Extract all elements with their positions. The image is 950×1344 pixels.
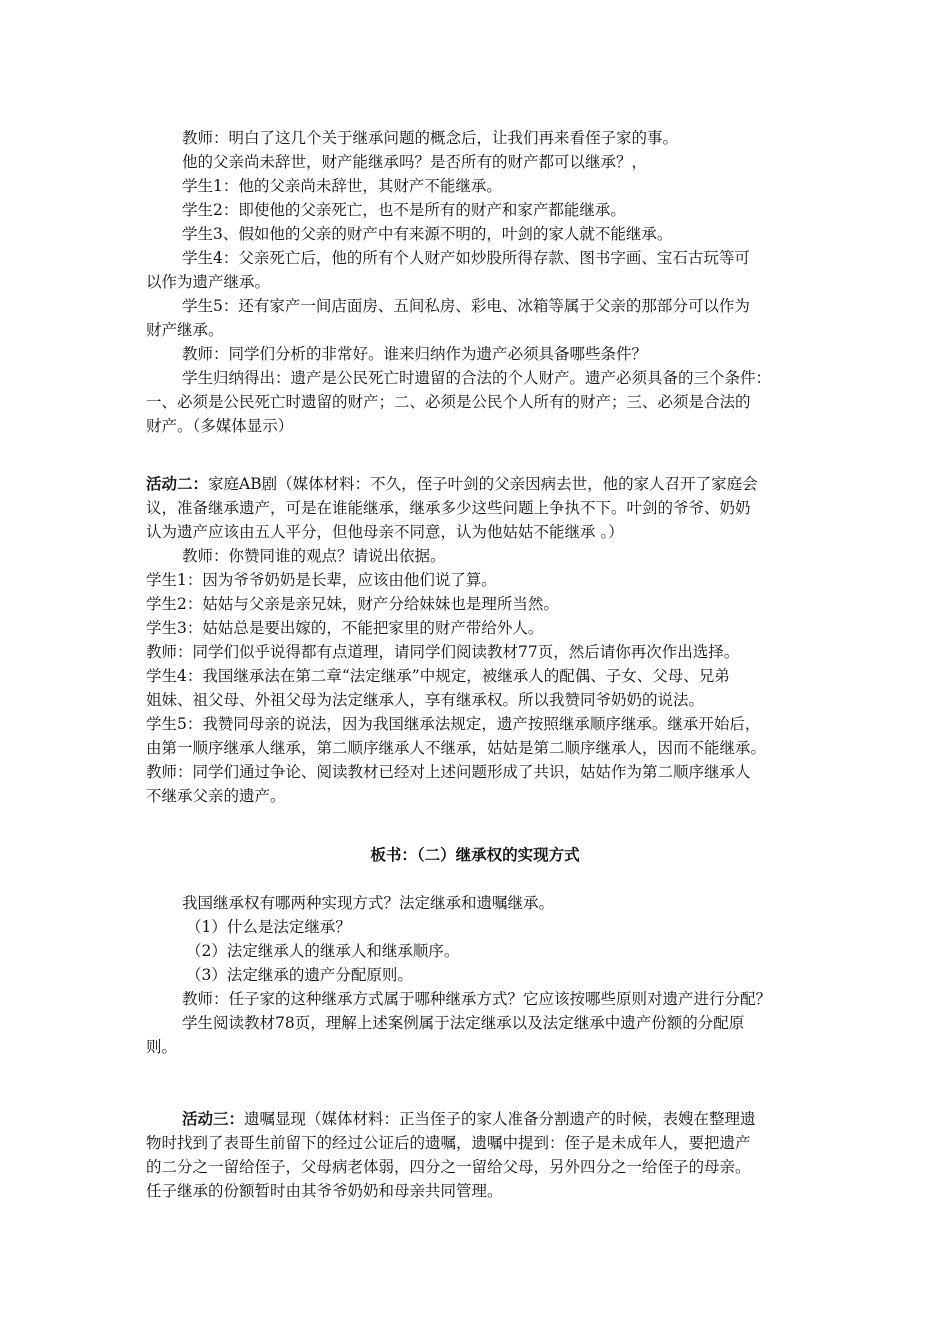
paragraph-line: 教师：任子家的这种继承方式属于哪种继承方式？它应该按哪些原则对遗产进行分配？ <box>182 990 772 1008</box>
paragraph-line: 教师：你赞同谁的观点？请说出依据。 <box>182 547 446 565</box>
paragraph-line: 学生3：姑姑总是要出嫁的，不能把家里的财产带给外人。 <box>146 619 544 637</box>
section-activity-three <box>146 1107 810 1203</box>
paragraph-line: 教师：明白了这几个关于继承问题的概念后，让我们再来看侄子家的事。 <box>182 129 679 147</box>
paragraph-line: 学生4：我国继承法在第二章“法定继承”中规定，被继承人的配偶、子女、父母、兄弟 <box>146 667 730 685</box>
list-item: （3）法定继承的遗产分配原则。 <box>186 966 413 984</box>
list-item: （2）法定继承人的继承人和继承顺序。 <box>186 942 460 960</box>
activity-two-text: 家庭AB剧（媒体材料：不久，侄子叶剑的父亲因病去世，他的家人召开了家庭会 <box>208 475 758 493</box>
paragraph-line: 学生1：因为爷爷奶奶是长辈，应该由他们说了算。 <box>146 571 497 589</box>
paragraph-line: 学生1：他的父亲尚未辞世，其财产不能继承。 <box>182 177 502 195</box>
paragraph-line: 以作为遗产继承。 <box>146 273 271 291</box>
paragraph-line: 财产继承。 <box>146 321 224 339</box>
paragraph-line: 教师：同学们分析的非常好。谁来归纳作为遗产必须具备哪些条件？ <box>182 345 648 363</box>
paragraph-line: 物时找到了表哥生前留下的经过公证后的遗嘱，遗嘱中提到：侄子是未成年人，要把遗产 <box>146 1134 751 1152</box>
paragraph-line: 任子继承的份额暂时由其爷爷奶奶和母亲共同管理。 <box>146 1182 503 1200</box>
paragraph-line: 姐妹、祖父母、外祖父母为法定继承人，享有继承权。所以我赞同爷奶奶的说法。 <box>146 691 705 709</box>
paragraph-line: 我国继承权有哪两种实现方式？法定继承和遗嘱继承。 <box>182 894 555 912</box>
paragraph-line: 一、必须是公民死亡时遗留的财产；二、必须是公民个人所有的财产；三、必须是合法的 <box>146 393 751 411</box>
activity-two-label: 活动二： <box>146 474 209 493</box>
activity-three-first-line <box>146 1107 810 1131</box>
paragraph-line: 学生2：姑姑与父亲是亲兄妹，财产分给妹妹也是理所当然。 <box>146 595 559 613</box>
list-item: （1）什么是法定继承？ <box>186 918 351 936</box>
paragraph-line: 议，准备继承遗产，可是在谁能继承，继承多少这些问题上争执不下。叶剑的爷爷、奶奶 <box>146 499 751 517</box>
paragraph-line: 学生归纳得出：遗产是公民死亡时遗留的合法的个人财产。遗产必须具备的三个条件： <box>182 369 772 387</box>
paragraph-line: 学生3、假如他的父亲的财产中有来源不明的，叶剑的家人就不能继承。 <box>182 225 673 243</box>
paragraph-line: 学生5：我赞同母亲的说法，因为我国继承法规定，遗产按照继承顺序继承。继承开始后， <box>146 715 761 733</box>
section-activity-two <box>146 472 810 808</box>
activity-three-text: 遗嘱显现（媒体材料：正当侄子的家人准备分割遗产的时候，表嫂在整理遗 <box>244 1110 756 1128</box>
activity-two-first-line <box>146 472 810 496</box>
paragraph-line: 学生4：父亲死亡后，他的所有个人财产如炒股所得存款、图书字画、宝石古玩等可 <box>182 249 750 267</box>
paragraph-line: 的二分之一留给侄子，父母病老体弱，四分之一留给父母，另外四分之一给侄子的母亲。 <box>146 1158 751 1176</box>
paragraph-line: 认为遗产应该由五人平分，但他母亲不同意，认为他姑姑不能继承 。） <box>146 523 624 541</box>
paragraph-line: 则。 <box>146 1038 178 1056</box>
paragraph-line: 学生阅读教材78页，理解上述案例属于法定继承以及法定继承中遗产份额的分配原 <box>182 1014 745 1032</box>
paragraph-line: 他的父亲尚未辞世，财产能继承吗？是否所有的财产都可以继承？， <box>182 153 648 171</box>
paragraph-line: 不继承父亲的遗产。 <box>146 787 286 805</box>
paragraph-line: 教师：同学们通过争论、阅读教材已经对上述问题形成了共识，姑姑作为第二顺序继承人 <box>146 763 751 781</box>
section-inheritance-methods <box>146 891 810 1059</box>
paragraph-line: 财产。（多媒体显示） <box>146 417 294 435</box>
paragraph-line: 由第一顺序继承人继承，第二顺序继承人不继承，姑姑是第二顺序继承人，因而不能继承。 <box>146 739 767 757</box>
paragraph-line: 教师：同学们似乎说得都有点道理，请同学们阅读教材77页，然后请你再次作出选择。 <box>146 643 740 661</box>
paragraph-line: 学生5：还有家产一间店面房、五间私房、彩电、冰箱等属于父亲的那部分可以作为 <box>182 297 750 315</box>
board-heading: 板书：（二）继承权的实现方式 <box>370 846 580 864</box>
activity-three-label: 活动三： <box>182 1109 245 1128</box>
paragraph-line: 学生2：即使他的父亲死亡，也不是所有的财产和家产都能继承。 <box>182 201 626 219</box>
section-teacher-student-dialogue <box>146 126 810 438</box>
